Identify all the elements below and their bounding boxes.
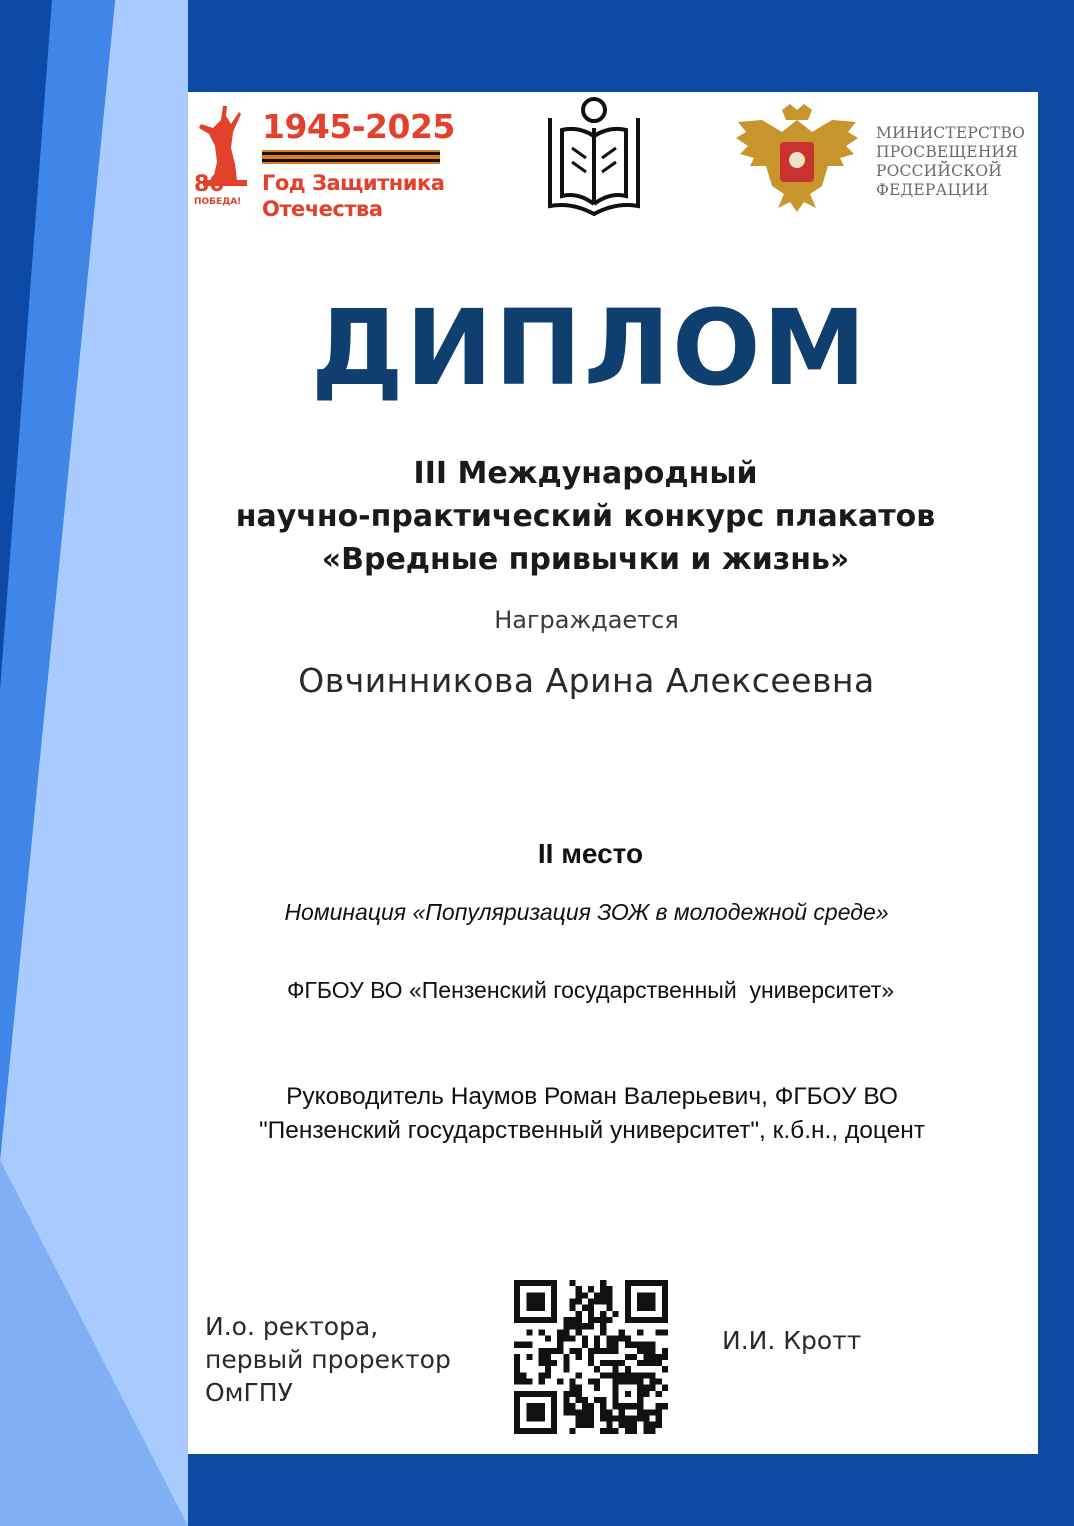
university-text: ФГБОУ ВО «Пензенский государственный университет»	[286, 977, 895, 1003]
diploma-title: ДИПЛОМ	[311, 287, 868, 409]
contest-line-3: «Вредные привычки и жизнь»	[321, 542, 850, 577]
signatory-role-line-1: И.о. ректора,	[205, 1312, 379, 1341]
recipient-name: Овчинникова Арина Алексеевна	[298, 661, 875, 700]
nomination-text: Номинация «Популяризация ЗОЖ в молодежной среде»	[284, 899, 889, 925]
contest-name	[188, 452, 983, 581]
supervisor-line-2: "Пензенский государственный университет", к.б.н., доцент	[258, 1117, 926, 1144]
st-george-ribbon	[262, 150, 440, 164]
supervisor-text	[188, 1080, 996, 1148]
ministry-line-3: РОССИЙСКОЙ	[876, 162, 1002, 180]
book-person-emblem-icon	[542, 96, 646, 218]
diploma-sheet	[188, 92, 1038, 1454]
contest-line-2: научно-практический конкурс плакатов	[235, 499, 936, 534]
signatory-role	[205, 1310, 451, 1409]
victory-line1: Год Защитника	[262, 171, 445, 195]
victory-line2: Отечества	[262, 197, 383, 221]
victory-word: ПОБЕДА!	[194, 197, 242, 207]
double-headed-eagle-icon	[732, 102, 862, 214]
ministry-line-1: МИНИСТЕРСТВО	[876, 124, 1026, 142]
ministry-name	[876, 124, 1025, 200]
victory-80-number: 80	[194, 172, 225, 197]
awarded-label: Награждается	[494, 606, 679, 634]
victory-years: 1945-2025	[262, 107, 455, 146]
signatory-role-line-3: ОмГПУ	[205, 1378, 293, 1407]
signatory-name: И.И. Кротт	[722, 1326, 862, 1355]
ministry-line-2: ПРОСВЕЩЕНИЯ	[876, 143, 1018, 161]
supervisor-line-1: Руководитель Наумов Роман Валерьевич, ФГБОУ ВО	[286, 1083, 898, 1110]
qr-code-icon[interactable]	[514, 1280, 668, 1434]
signatory-role-line-2: первый проректор	[205, 1345, 451, 1374]
place-label: II место	[537, 838, 644, 869]
contest-line-1: III Международный	[413, 456, 758, 491]
ministry-line-4: ФЕДЕРАЦИИ	[876, 181, 989, 199]
